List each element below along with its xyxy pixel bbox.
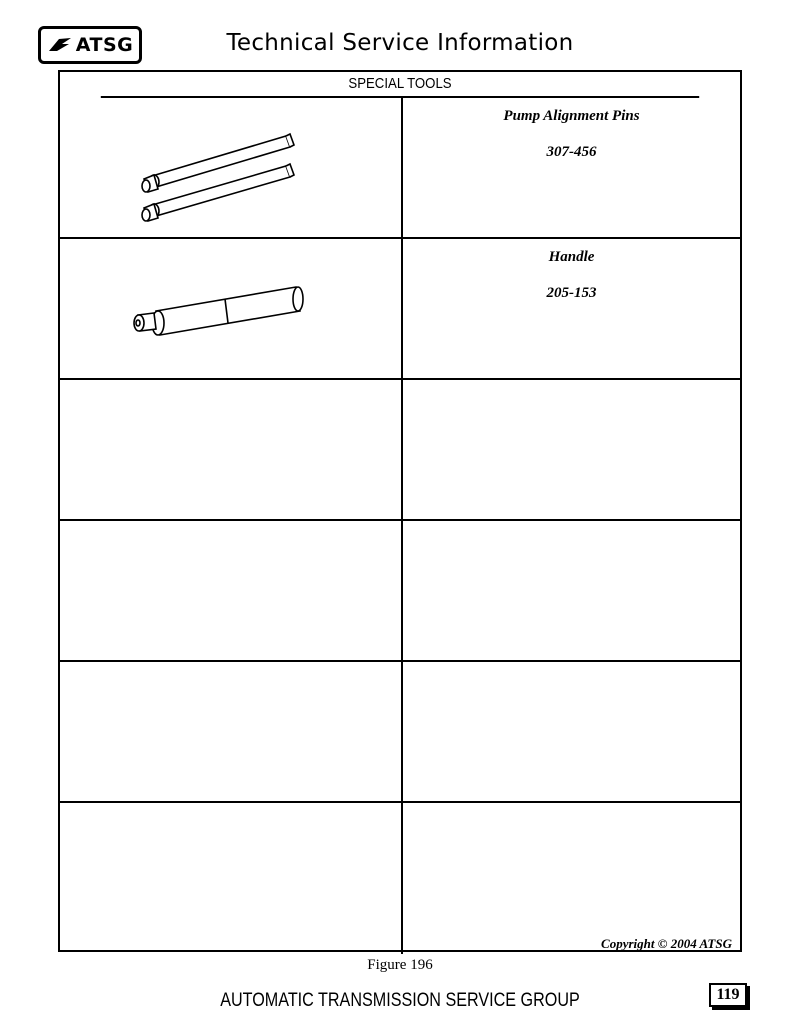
tool-image-cell [60, 803, 403, 954]
tool-name: Pump Alignment Pins [503, 108, 640, 124]
tool-image-cell [60, 662, 403, 801]
page-number: 119 [709, 983, 747, 1007]
table-row [60, 380, 740, 521]
handle-illustration [60, 239, 401, 378]
tool-number: 307-456 [546, 144, 597, 160]
tool-image-cell [60, 239, 403, 378]
tool-image-cell [60, 98, 403, 237]
logo-text: ATSG [75, 34, 134, 56]
table-row [60, 662, 740, 803]
table-row [60, 803, 740, 954]
special-tools-table [58, 70, 742, 952]
tool-image-cell [60, 380, 403, 519]
tool-info-cell [403, 239, 740, 378]
table-row [60, 521, 740, 662]
tool-info-cell [403, 521, 740, 660]
tool-info-cell [403, 803, 740, 954]
tool-info-cell [403, 98, 740, 237]
pump-alignment-pins-illustration [60, 98, 401, 237]
tool-number: 205-153 [546, 285, 597, 301]
tool-image-cell [60, 521, 403, 660]
footer-text: AUTOMATIC TRANSMISSION SERVICE GROUP [220, 990, 580, 1011]
copyright-notice: Copyright © 2004 ATSG [601, 936, 732, 951]
table-row [60, 98, 740, 239]
tool-name: Handle [548, 249, 595, 265]
figure-caption: Figure 196 [367, 957, 433, 973]
table-header: SPECIAL TOOLS [101, 72, 699, 98]
tool-info-cell [403, 662, 740, 801]
table-row [60, 239, 740, 380]
tool-info-cell [403, 380, 740, 519]
page-title: Technical Service Information [226, 30, 574, 56]
